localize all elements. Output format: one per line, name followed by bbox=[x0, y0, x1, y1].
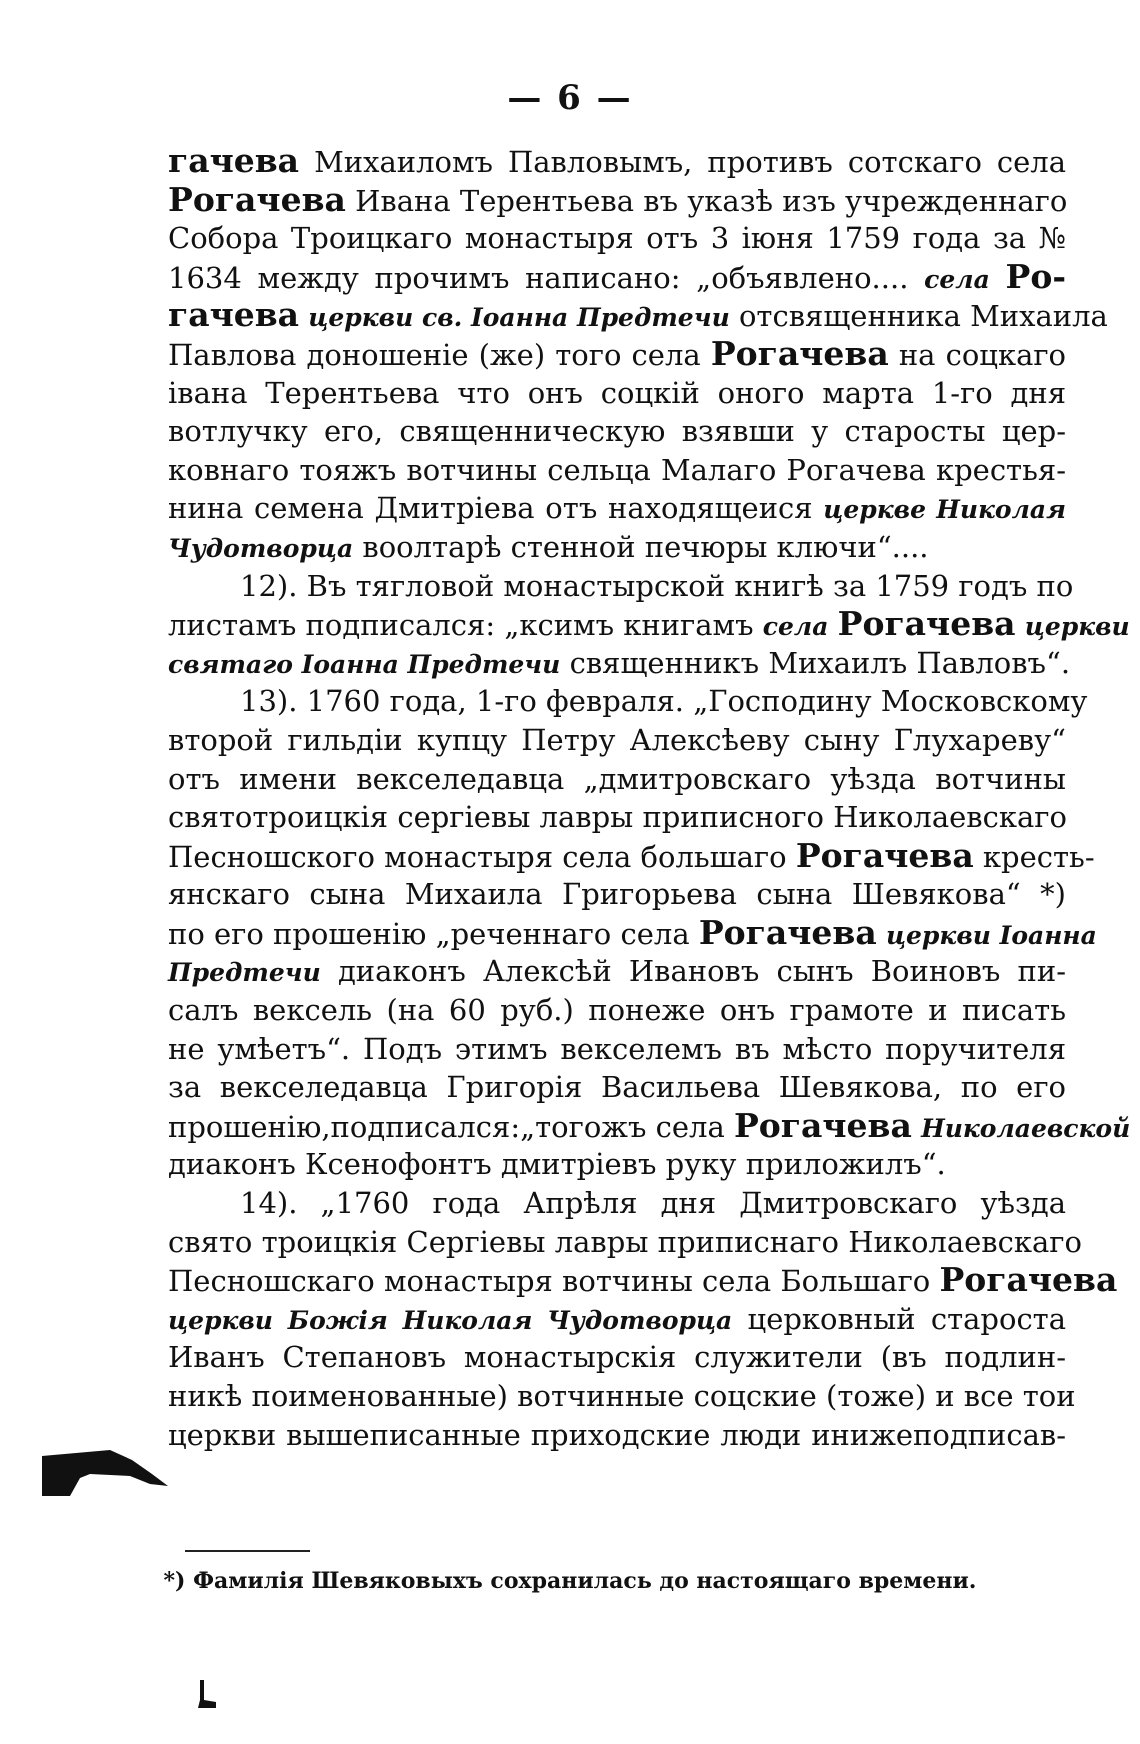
footnote: *) Фамилія Шевяковыхъ сохранилась до настоящаго времени. bbox=[163, 1568, 977, 1594]
text-line bbox=[168, 142, 1066, 181]
text-line bbox=[168, 1300, 1066, 1339]
text-line bbox=[168, 912, 1097, 953]
text-line: ковнаго тояжъ вотчины сельца Малаго Рогачева крестья- bbox=[168, 452, 1066, 487]
text-line: никѣ поименованные) вотчинные соцские (тоже) и все тои bbox=[168, 1379, 1076, 1413]
text-span: диаконъ Алексѣй Ивановъ сынъ Воиновъ пи- bbox=[337, 954, 1066, 989]
emphasis-bold: гачева bbox=[168, 141, 300, 180]
text-line: за векселедавца Григорія Васильева Шевякова, по его bbox=[168, 1070, 1066, 1105]
text-line: вотлучку его, священническую взявши у старосты цер- bbox=[168, 414, 1066, 449]
text-line: янскаго сына Михаила Григорьева сына Шевякова“ *) bbox=[168, 877, 1066, 912]
body-text bbox=[168, 141, 1131, 1454]
text-line bbox=[168, 952, 1066, 991]
text-line: святотроицкія сергіевы лавры приписного Николаевскаго bbox=[168, 800, 1067, 835]
text-span: Песношскаго монастыря вотчины села Большаго bbox=[168, 1264, 931, 1299]
text-span: священникъ Михаилъ Павловъ“. bbox=[569, 645, 1071, 680]
text-line bbox=[168, 604, 1130, 644]
text-span: кресть- bbox=[982, 839, 1095, 874]
text-span: Песношского монастыря села большаго bbox=[168, 839, 787, 874]
text-span: листамъ подписался: „ксимъ книгамъ bbox=[168, 608, 754, 643]
text-line bbox=[168, 489, 1066, 528]
text-span: Михаиломъ Павловымъ, противъ сотскаго села bbox=[314, 145, 1067, 179]
text-span: прошенію,подписался:„тогожъ села bbox=[168, 1109, 725, 1144]
text-span: отсвященника Михаила bbox=[738, 299, 1108, 334]
footnote-rule bbox=[185, 1550, 310, 1552]
emphasis-italic: села bbox=[924, 264, 990, 294]
text-line: диаконъ Ксенофонтъ дмитріевъ руку приложилъ“. bbox=[168, 1147, 946, 1182]
text-line bbox=[168, 644, 1071, 683]
text-line bbox=[168, 835, 1095, 876]
emphasis-bold: Рогачева bbox=[837, 604, 1016, 644]
text-span: на соцкаго bbox=[898, 337, 1067, 372]
text-line bbox=[168, 1105, 1131, 1146]
text-span: 1634 между прочимъ написано: „объявлено.... bbox=[168, 260, 909, 295]
emphasis-italic: церкви Іоанна bbox=[885, 920, 1097, 950]
text-line bbox=[168, 528, 1066, 567]
emphasis-bold: Рогачева bbox=[698, 912, 877, 952]
emphasis-italic: Николаевской bbox=[921, 1113, 1131, 1143]
emphasis-italic: церкви Божія Николая Чудотворца bbox=[168, 1305, 733, 1335]
emphasis-italic: села bbox=[762, 612, 829, 642]
text-line bbox=[168, 181, 1066, 220]
text-span: Павлова доношеніе (же) того села bbox=[168, 337, 701, 372]
text-line: второй гильдіи купцу Петру Алексѣеву сыну Глухареву“ bbox=[168, 722, 1066, 757]
emphasis-bold: Рогачева bbox=[733, 1105, 912, 1145]
text-line: не умѣетъ“. Подъ этимъ векселемъ въ мѣсто поручителя bbox=[168, 1031, 1066, 1066]
emphasis-bold: Ро- bbox=[1005, 256, 1067, 296]
emphasis-bold: гачева bbox=[168, 295, 300, 335]
text-line: Иванъ Степановъ монастырскія служители (въ подлин- bbox=[168, 1340, 1066, 1375]
emphasis-bold: Рогачева bbox=[710, 333, 889, 373]
emphasis-bold: Рогачева bbox=[168, 179, 346, 219]
text-span: церковный староста bbox=[747, 1301, 1067, 1336]
text-line bbox=[168, 295, 1108, 335]
emphasis-bold: Рогачева bbox=[795, 835, 974, 875]
text-line: отъ имени векселедавца „дмитровскаго уѣзда вотчины bbox=[168, 761, 1066, 796]
text-line: свято троицкія Сергіевы лавры приписнаго Николаевскаго bbox=[168, 1224, 1082, 1259]
text-line: салъ вексель (на 60 руб.) понеже онъ грамоте и писать bbox=[168, 993, 1066, 1028]
text-line: 14). „1760 года Апрѣля дня Дмитровскаго уѣзда bbox=[240, 1186, 1066, 1221]
text-span: воолтарѣ стенной печюры ключи“.... bbox=[362, 529, 929, 564]
text-span: по его прошенію „реченнаго села bbox=[168, 916, 690, 951]
emphasis-bold: Рогачева bbox=[939, 1260, 1118, 1300]
text-span: нина семена Дмитріева отъ находящеися bbox=[168, 491, 813, 526]
emphasis-italic: церкве Николая bbox=[823, 495, 1067, 525]
page-number: — 6 — bbox=[507, 78, 633, 118]
text-line: церкви вышеписанные приходские люди инижеподписав- bbox=[168, 1417, 1066, 1452]
text-line bbox=[168, 335, 1066, 374]
text-line bbox=[168, 1260, 1118, 1300]
text-line bbox=[168, 258, 1066, 297]
text-span: Ивана Терентьева въ указѣ изъ учрежденнаго bbox=[355, 183, 1068, 218]
scan-margin-mark bbox=[40, 1440, 170, 1500]
text-line: івана Терентьева что онъ соцкій оного марта 1-го дня bbox=[168, 375, 1066, 410]
emphasis-italic: Предтечи bbox=[168, 958, 321, 988]
text-line: 13). 1760 года, 1-го февраля. „Господину Московскому bbox=[240, 684, 1088, 719]
emphasis-italic: церкви св. Іоанна Предтечи bbox=[308, 303, 730, 333]
text-line: 12). Въ тягловой монастырской книгѣ за 1759 годъ по bbox=[240, 568, 1074, 603]
scan-speck-mark bbox=[196, 1678, 220, 1710]
emphasis-italic: церкви bbox=[1024, 612, 1130, 642]
emphasis-italic: святаго Іоанна Предтечи bbox=[168, 649, 561, 679]
emphasis-italic: Чудотворца bbox=[168, 533, 354, 563]
text-line: Собора Троицкаго монастыря отъ 3 іюня 1759 года за № bbox=[168, 221, 1066, 256]
